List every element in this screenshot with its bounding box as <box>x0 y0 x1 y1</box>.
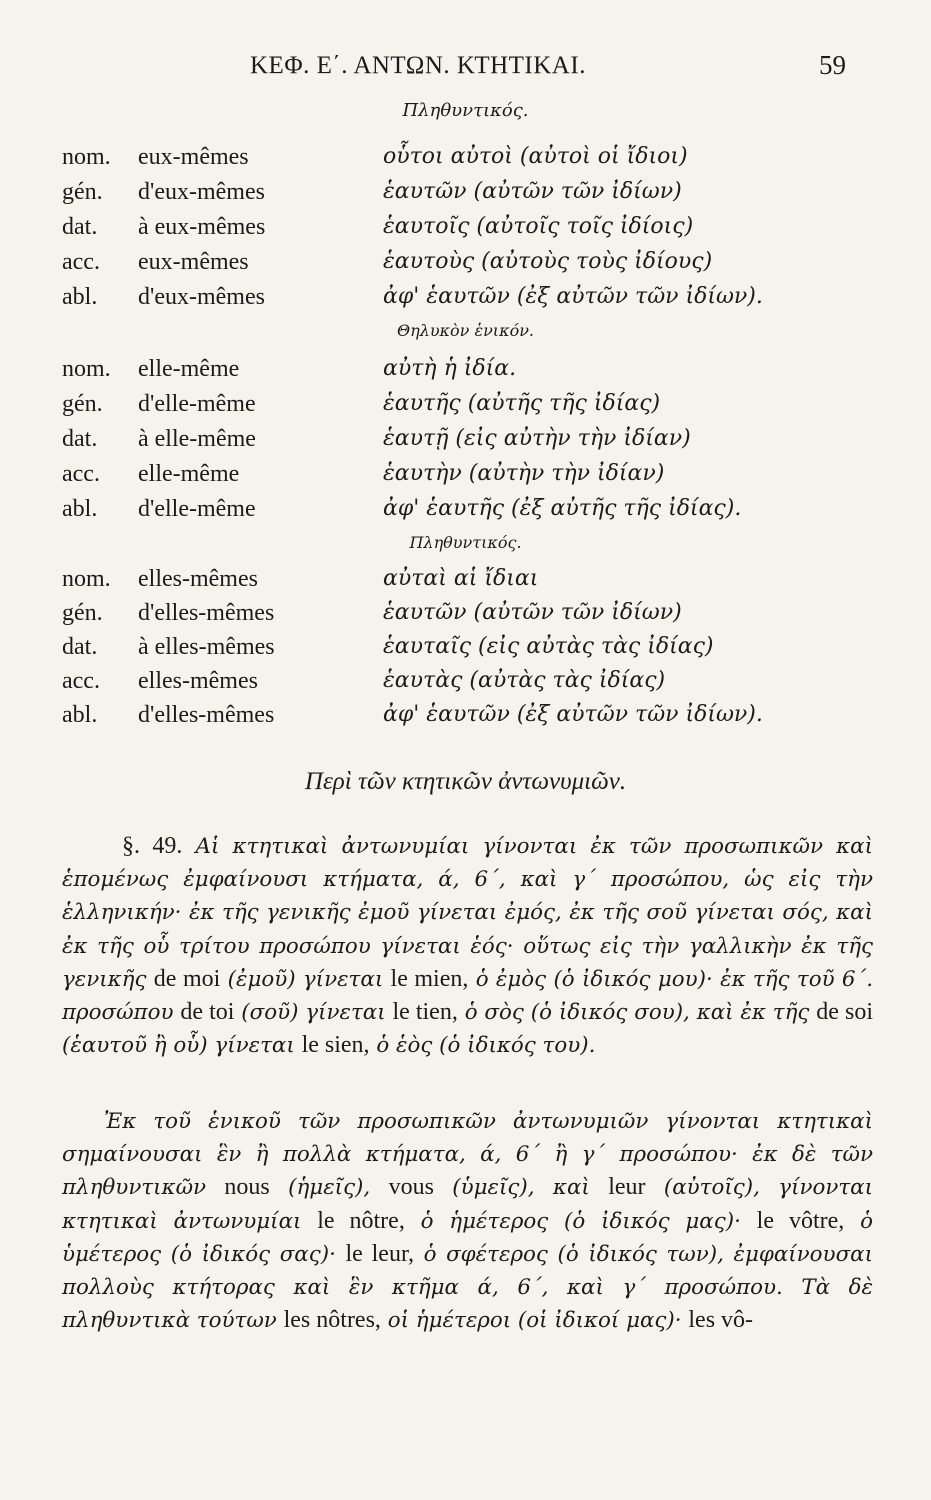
heading-fem-singular: Θηλυκὸν ἑνικόν. <box>396 321 535 340</box>
text-run: (ὑμεῖς), καὶ <box>433 1175 609 1201</box>
case-french: d'eux-mêmes <box>138 179 265 205</box>
text-run: Ἐκ τοῦ ἑνικοῦ τῶν προσωπικῶν ἀντωνυμιῶν γίνονται κτητικαὶ σημαίνουσαι ἓν ἢ πολλὰ κτήματα, ά, 6΄ ἢ γ΄ προσώπου· ἐκ δὲ τῶν πληθυντικῶν <box>62 1109 873 1201</box>
text-run: (αὐτοῖς), γίνονται κτητικαὶ ἀντωνυμίαι <box>62 1175 874 1234</box>
case-case: nom. <box>62 566 111 592</box>
running-header: ΚΕΦ. Ε΄. ΑΝΤΩΝ. ΚΤΗΤΙΚΑΙ. <box>250 52 586 79</box>
case-greek: ἑαυτῶν (αὐτῶν τῶν ἰδίων) <box>383 179 682 204</box>
case-case: acc. <box>62 249 100 275</box>
text-run: (σοῦ) γίνεται <box>234 1000 393 1026</box>
paragraph-2 <box>62 1105 873 1337</box>
case-french: eux-mêmes <box>138 249 249 275</box>
text-run: ὁ σφέτερος (ὁ ἰδικός των), ἐμφαίνουσαι πολλοὺς κτήτορας καὶ ἓν κτῆμα ά, 6΄, καὶ γ΄ προσώπου. Τὰ δὲ πληθυντικὰ τούτων <box>62 1241 873 1334</box>
french-term: de soi <box>816 999 873 1026</box>
case-greek: ἑαυτοὺς (αὐτοὺς τοὺς ἰδίους) <box>383 249 713 274</box>
case-case: nom. <box>62 356 111 382</box>
text-run: Αἱ κτητικαὶ ἀντωνυμίαι γίνονται ἐκ τῶν προσωπικῶν καὶ ἑπομένως ἐμφαίνουσι κτήματα, ά, 6΄, καὶ γ΄ προσώπου, ὡς εἰς τὴν ἑλληνικήν· ἐκ τῆς γενικῆς ἐμοῦ γίνεται ἐμός, ἐκ τῆς σοῦ γίνεται σός, καὶ ἐκ τῆς οὗ τρίτου προσώπου γίνεται ἑός· οὕτως εἰς τὴν γαλλικὴν ἐκ τῆς γενικῆς <box>62 834 874 992</box>
french-term: le mien, <box>390 965 469 992</box>
page-number: 59 <box>819 50 846 80</box>
case-case: acc. <box>62 461 100 487</box>
paragraph-number: §. 49. <box>122 833 183 859</box>
case-french: eux-mêmes <box>138 144 249 170</box>
text-run: ὁ ἐμὸς (ὁ ἰδικός μου)· ἐκ τῆς τοῦ 6΄. προσώπου <box>62 966 873 1026</box>
case-greek: οὗτοι αὐτοὶ (αὐτοὶ οἱ ἴδιοι) <box>383 144 688 169</box>
french-term: de toi <box>180 999 235 1026</box>
case-greek: ἑαυτῇ (εἰς αὐτὴν τὴν ἰδίαν) <box>383 426 691 451</box>
paragraph-49 <box>62 830 873 1062</box>
case-case: abl. <box>62 284 98 310</box>
case-french: à eux-mêmes <box>138 214 266 240</box>
text-run: ὁ ὑμέτερος (ὁ ἰδικός σας)· <box>62 1208 873 1267</box>
french-term: de moi <box>153 965 221 992</box>
french-term: les vô- <box>688 1307 754 1334</box>
section-title: Περὶ τῶν κτητικῶν ἀντωνυμιῶν. <box>304 768 627 795</box>
french-term: le leur, <box>345 1240 414 1267</box>
case-case: dat. <box>62 214 98 240</box>
text-run: ὁ ἡμέτερος (ὁ ἰδικός μας)· <box>404 1208 757 1234</box>
case-greek: ἑαυτοῖς (αὐτοῖς τοῖς ἰδίοις) <box>383 214 694 239</box>
french-term: le tien, <box>392 999 458 1026</box>
french-term: nous <box>224 1174 270 1201</box>
case-greek: ἀφ' ἑαυτῶν (ἐξ αὐτῶν τῶν ἰδίων). <box>383 284 763 309</box>
text-run: ὁ σὸς (ὁ ἰδικός σου), καὶ ἐκ τῆς <box>457 1000 817 1026</box>
text-run: ὁ ἑὸς (ὁ ἰδικός του). <box>369 1033 596 1059</box>
french-term: le vôtre, <box>756 1207 845 1234</box>
case-french: à elle-même <box>138 426 256 452</box>
heading-fem-plural: Πληθυντικός. <box>409 533 522 552</box>
case-case: abl. <box>62 496 98 522</box>
case-greek: ἀφ' ἑαυτῆς (ἐξ αὐτῆς τῆς ἰδίας). <box>383 496 742 521</box>
case-french: elles-mêmes <box>138 566 258 592</box>
heading-masc-plural: Πληθυντικός. <box>402 100 529 121</box>
case-french: d'elles-mêmes <box>138 702 275 728</box>
case-greek: αὐτὴ ἡ ἰδία. <box>383 356 517 381</box>
french-term: vous <box>388 1174 434 1201</box>
text-run: (ἡμεῖς), <box>269 1175 389 1201</box>
case-case: nom. <box>62 144 111 170</box>
case-case: acc. <box>62 668 100 694</box>
case-greek: ἑαυτὰς (αὐτὰς τὰς ἰδίας) <box>383 668 666 693</box>
case-greek: ἑαυταῖς (εἰς αὐτὰς τὰς ἰδίας) <box>383 634 714 659</box>
case-french: elles-mêmes <box>138 668 258 694</box>
french-term: leur <box>608 1174 646 1201</box>
case-case: gén. <box>62 600 103 626</box>
case-greek: ἑαυτὴν (αὐτὴν τὴν ἰδίαν) <box>383 461 665 486</box>
french-term: les nôtres, <box>283 1307 381 1334</box>
case-greek: ἀφ' ἑαυτῶν (ἐξ αὐτῶν τῶν ἰδίων). <box>383 702 763 727</box>
case-french: elle-même <box>138 356 240 382</box>
french-term: le sien, <box>301 1032 370 1059</box>
text-run: (ἑαυτοῦ ἢ οὗ) γίνεται <box>62 1033 302 1059</box>
case-french: à elles-mêmes <box>138 634 275 660</box>
text-run: (ἐμοῦ) γίνεται <box>220 966 391 992</box>
case-case: dat. <box>62 426 98 452</box>
text-run: οἱ ἡμέτεροι (οἱ ἰδικοί μας)· <box>380 1308 689 1334</box>
case-french: d'elle-même <box>138 496 256 522</box>
case-case: gén. <box>62 179 103 205</box>
case-greek: αὐταὶ αἱ ἴδιαι <box>383 566 539 591</box>
case-case: gén. <box>62 391 103 417</box>
case-french: d'elles-mêmes <box>138 600 275 626</box>
case-greek: ἑαυτῆς (αὐτῆς τῆς ἰδίας) <box>383 391 661 416</box>
case-french: elle-même <box>138 461 240 487</box>
case-case: abl. <box>62 702 98 728</box>
case-french: d'eux-mêmes <box>138 284 265 310</box>
case-french: d'elle-même <box>138 391 256 417</box>
case-greek: ἑαυτῶν (αὐτῶν τῶν ἰδίων) <box>383 600 682 625</box>
case-case: dat. <box>62 634 98 660</box>
french-term: le nôtre, <box>317 1207 405 1234</box>
